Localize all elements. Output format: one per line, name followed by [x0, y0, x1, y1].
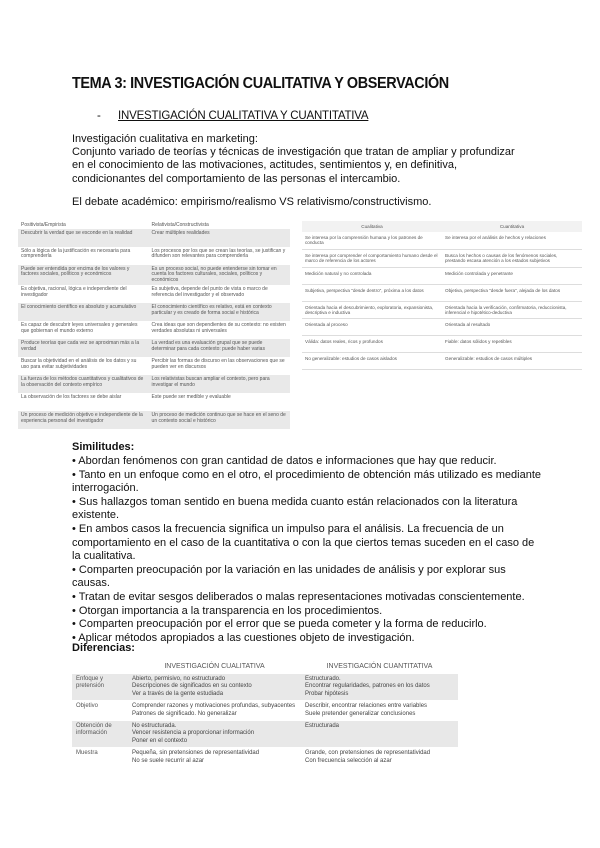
- intro-paragraph: [72, 133, 515, 186]
- table-row: [18, 339, 290, 357]
- table-cell: Buscar la objetividad en el análisis de los datos y su uso para evitar subjetividades: [21, 358, 137, 370]
- table-header: Cualitativa: [302, 221, 442, 232]
- table-row: [18, 285, 290, 303]
- table-row: [18, 393, 290, 411]
- table-header: Relativista/Constructivista: [149, 221, 290, 229]
- table-row: [72, 721, 458, 748]
- table-cell: Es un proceso social, no puede entenderse sin tomar en cuenta los factores culturales, sociales, políticos y económicos: [149, 265, 290, 285]
- table-row: [302, 284, 582, 301]
- table-cell: Es subjetiva, depende del punto de vista o marco de referencia del investigador y el observado: [151, 286, 268, 298]
- debate-line: El debate académico: empirismo/realismo VS relativismo/constructivismo.: [72, 196, 432, 208]
- similitud-item: • Otorgan importancia a la transparencia en los procedimientos.: [72, 604, 383, 617]
- table-cell: Crear múltiples realidades: [149, 229, 290, 247]
- table-cell: Obtención de información: [72, 721, 128, 748]
- table-cell: No estructurada. Vencer resistencia a proporcionar información Poner en el contexto: [128, 721, 301, 748]
- table-cell: Se interesa por la comprensión humana y los patrones de conducta: [302, 232, 442, 249]
- page-title: TEMA 3: INVESTIGACIÓN CUALITATIVA Y OBSERVACIÓN: [72, 75, 449, 92]
- table-cell: Los procesos por los que se crean las teorías, se justifican y difunden son relevantes para comprenderla: [151, 248, 286, 260]
- positivist-relativist-table: [18, 221, 290, 429]
- table-row: [18, 265, 290, 285]
- similitud-item: • Sus hallazgos toman sentido en buena medida cuanto están relacionados con la literatura existente.: [72, 495, 518, 522]
- table-cell: Los relativistas buscan ampliar el contexto, pero para investigar el mundo: [149, 375, 290, 393]
- table-cell: Orientada al proceso: [302, 319, 442, 336]
- table-cell: Sólo a lógica de la justificación es necesaria para comprenderla: [21, 248, 131, 260]
- table-cell: Objetivo: [72, 701, 128, 721]
- intro-line: Conjunto variado de teorías y técnicas de investigación que tratan de ampliar y profundizar: [72, 146, 515, 159]
- subtitle-dash: -: [97, 110, 101, 122]
- similitud-item: • Abordan fenómenos con gran cantidad de datos e informaciones que hay que reducir.: [72, 455, 497, 467]
- similitudes-list: [72, 455, 542, 645]
- similitud-item: • Comparten preocupación por el error que se pueda cometer y la forma de reducirlo.: [72, 618, 487, 631]
- table-row: [18, 375, 290, 393]
- table-cell: Orientada hacia la verificación, confirmatoria, reduccionista, inferencial e hipotético-deductiva: [442, 301, 582, 319]
- table-cell: Abierto, permisivo, no estructurado Descripciones de significados en su contexto Ver a través de la gente estudiada: [128, 674, 301, 701]
- table-cell: Se interesa por el análisis de hechos y relaciones: [442, 232, 582, 249]
- table-row: [18, 411, 290, 429]
- table-cell: Es capaz de descubrir leyes universales y generales que gobiernan el mundo externo: [21, 322, 138, 334]
- table-row: [302, 353, 582, 370]
- intro-line: en el conocimiento de las motivaciones, actitudes, sentimientos y, en definitiva,: [72, 159, 457, 172]
- similitud-item: • Comparten preocupación por la variación en las unidades de análisis y por explorar sus causas.: [72, 563, 506, 590]
- table-row: [302, 319, 582, 336]
- table-cell: Percibir las formas de discurso en las observaciones que se pueden ver en discursos: [151, 358, 285, 370]
- table-cell: Grande, con pretensiones de representatividad Con frecuencia selección al azar: [301, 748, 458, 767]
- table-header: INVESTIGACIÓN CUALITATIVA: [164, 663, 265, 670]
- table-cell: Descubrir la verdad que se esconde en la realidad: [18, 229, 149, 247]
- table-row: [302, 267, 582, 284]
- table-header: INVESTIGACIÓN CUANTITATIVA: [326, 663, 433, 670]
- table-cell: Puede ser entendida por encima de los valores y factores sociales, políticos y económicos: [18, 265, 149, 285]
- table-row: [18, 303, 290, 321]
- table-cell: Válida: datos reales, ricos y profundos: [302, 336, 442, 353]
- table-row: [302, 301, 582, 319]
- table-cell: Estructurada: [301, 721, 458, 748]
- table-cell: Este puede ser medible y evaluable: [151, 394, 231, 401]
- table-header: [72, 660, 128, 674]
- table-row: [302, 336, 582, 353]
- table-row: [18, 247, 290, 265]
- table-row: [72, 674, 458, 701]
- table-row: [18, 229, 290, 247]
- table-cell: Enfoque y pretensión: [72, 674, 128, 701]
- table-cell: No generalizable: estudios de casos aislados: [302, 353, 442, 370]
- table-cell: Busca los hechos o causas de los fenómenos sociales, prestando escasa atención a los estados subjetivos: [442, 249, 582, 267]
- table-cell: Medición controlada y penetrante: [442, 267, 582, 284]
- table-row: [302, 232, 582, 249]
- table-row: [18, 321, 290, 339]
- intro-line: condicionantes del comportamiento de las personas el intercambio.: [72, 172, 401, 185]
- table-cell: La verdad es una evaluación grupal que se puede determinar para cada contexto: puede haber varias: [149, 339, 290, 357]
- differences-table: [72, 660, 458, 767]
- table-cell: Describir, encontrar relaciones entre variables Suele pretender generalizar conclusiones: [301, 701, 458, 721]
- table-cell: Es objetiva, racional, lógica e independiente del investigador: [21, 286, 127, 298]
- table-cell: Medición natural y no controlada: [302, 267, 442, 284]
- table-cell: Orientada al resultado: [442, 319, 582, 336]
- intro-line: Investigación cualitativa en marketing:: [72, 133, 258, 145]
- table-cell: La fuerza de los métodos cuantitativos y cualitativos de la observación del contexto empírico: [18, 375, 149, 393]
- similitud-item: • Aplicar métodos apropiados a las cuestiones objeto de investigación.: [72, 631, 415, 644]
- table-cell: Muestra: [72, 748, 128, 767]
- similitud-item: • Tratan de evitar sesgos deliberados o malas representaciones motivadas conscientemente.: [72, 590, 525, 603]
- section-subtitle: INVESTIGACIÓN CUALITATIVA Y CUANTITATIVA: [118, 110, 369, 122]
- table-cell: Pequeña, sin pretensiones de representatividad No se suele recurrir al azar: [128, 748, 301, 767]
- table-cell: La observación de los factores se debe aislar: [21, 394, 122, 401]
- table-row: [72, 701, 458, 721]
- table-row: [72, 748, 458, 767]
- table-cell: El conocimiento científico es relativo, está en contexto particular y es creado de forma social e histórica: [149, 303, 290, 321]
- table-row: [302, 249, 582, 267]
- table-cell: Orientada hacia el descubrimiento, exploratoria, expansionista, descriptiva e inductiva: [302, 301, 442, 319]
- table-cell: Subjetiva, perspectiva "desde dentro", próxima a los datos: [302, 284, 442, 301]
- table-header: Positivista/Empirista: [18, 221, 149, 229]
- table-cell: Un proceso de medición objetivo e independiente de la experiencia personal del investigador: [18, 411, 149, 429]
- similitud-item: • Tanto en un enfoque como en el otro, el procedimiento de obtención más utilizado es mediante interrogación.: [72, 468, 542, 495]
- table-cell: Se interesa por comprender el comportamiento humano desde el marco de referencia de los actores: [302, 249, 442, 267]
- table-row: [18, 357, 290, 375]
- table-cell: Estructurado. Encontrar regularidades, patrones en los datos Probar hipótesis: [301, 674, 458, 701]
- table-cell: Fiable: datos sólidos y repetibles: [442, 336, 582, 353]
- diferencias-heading: Diferencias:: [72, 642, 135, 654]
- table-cell: Crea ideas que son dependientes de su contexto: no existen verdades absolutas ni universales: [151, 322, 286, 334]
- similitudes-heading: Similitudes:: [72, 441, 135, 453]
- qual-quant-table: [302, 221, 582, 370]
- table-cell: El conocimiento científico es absoluto y acumulativo: [18, 303, 149, 321]
- table-header: Cuantitativa: [442, 221, 582, 232]
- table-cell: Generalizable: estudios de casos múltiples: [442, 353, 582, 370]
- table-cell: Comprender razones y motivaciones profundas, subyacentes Patrones de significado. No generalizar: [128, 701, 301, 721]
- table-cell: Produce teorías que cada vez se aproximan más a la verdad: [18, 339, 149, 357]
- similitud-item: • En ambos casos la frecuencia significa un impulso para el análisis. La frecuencia de un comportamiento en el caso de la cuantitativa o con la que ciertos temas suceden en el caso de la cualitativa.: [72, 522, 535, 563]
- table-cell: Un proceso de medición continuo que se hace en el seno de un contexto social e histórico: [149, 411, 290, 429]
- table-cell: Objetiva, perspectiva "desde fuera", alejada de los datos: [442, 284, 582, 301]
